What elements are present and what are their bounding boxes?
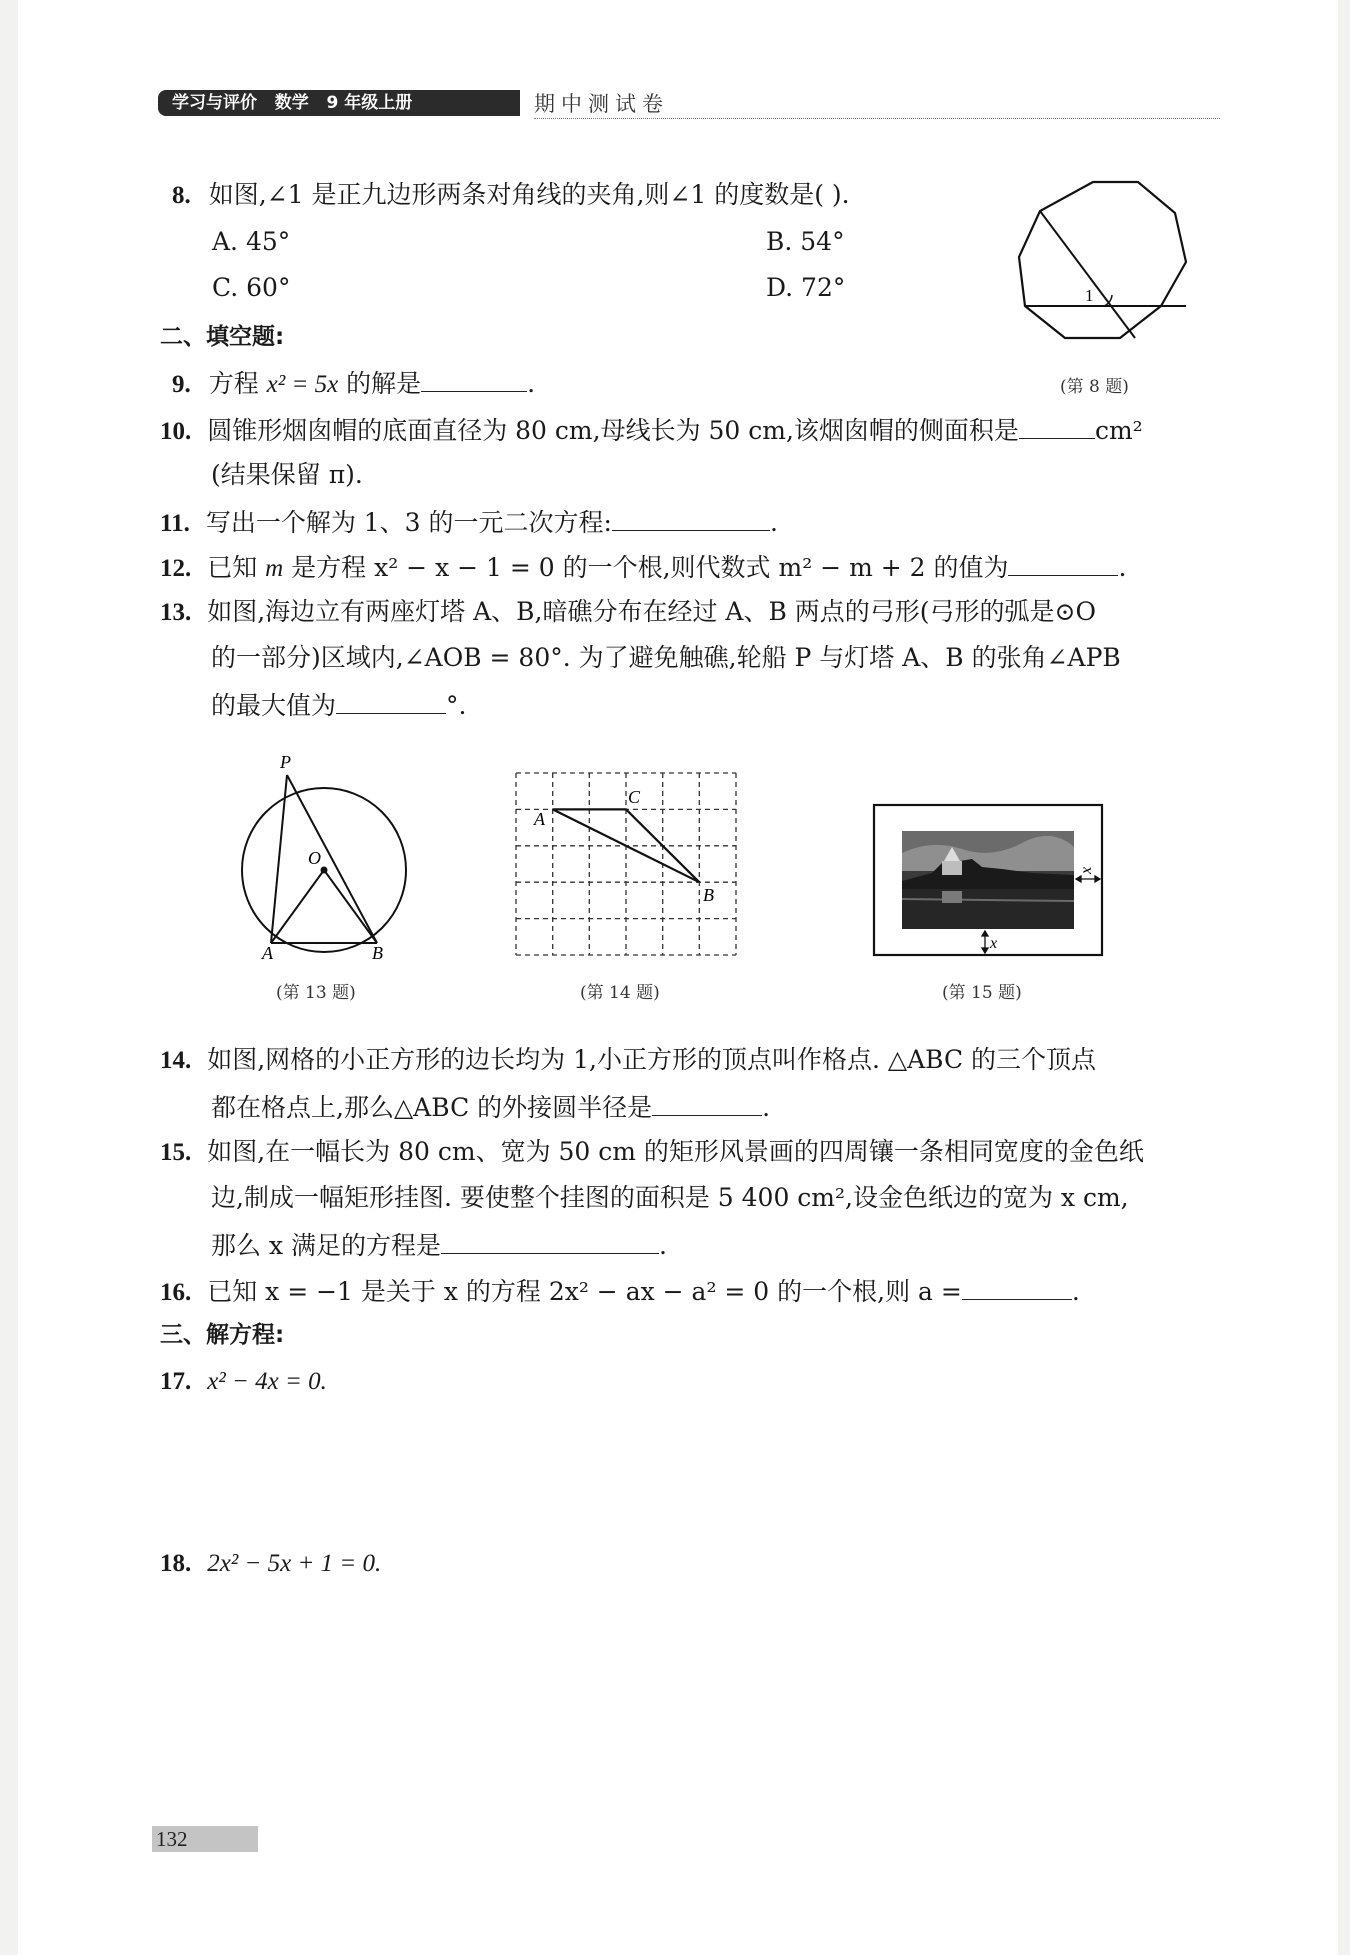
question-text: 的解是 [338, 369, 422, 398]
diagonal-1 [1040, 211, 1135, 338]
landscape-photo [902, 831, 1074, 929]
angle-label: 1 [1085, 286, 1094, 305]
question-text: 如图,在一幅长为 80 cm、宽为 50 cm 的矩形风景画的四周镶一条相同宽度的金色纸 [207, 1137, 1144, 1166]
question-11 [160, 506, 778, 539]
question-text: 方程 [208, 369, 267, 398]
question-10 [160, 414, 1143, 447]
equation: 2x² − 5x + 1 = 0. [207, 1550, 382, 1577]
question-13-line2: 的一部分)区域内,∠AOB = 80°. 为了避免触礁,轮船 P 与灯塔 A、B 的张角∠APB [211, 643, 1121, 672]
question-number: 13. [160, 599, 192, 626]
period: . [527, 369, 536, 398]
question-text: 如图,海边立有两座灯塔 A、B,暗礁分布在经过 A、B 两点的弓形(弓形的弧是⊙O [207, 597, 1096, 626]
center-dot [321, 867, 328, 874]
header-rule [534, 118, 1220, 119]
label-x-right: x [1078, 866, 1095, 874]
question-number: 14. [160, 1047, 192, 1074]
figure-nonagon [1010, 175, 1206, 355]
question-text: 那么 x 满足的方程是 [211, 1231, 441, 1260]
label-a: A [262, 943, 273, 960]
question-number: 11. [160, 510, 190, 537]
section-heading: 三、解方程: [160, 1322, 285, 1348]
question-number: 10. [160, 418, 192, 445]
label-c: C [628, 787, 641, 807]
segment-pa [271, 775, 287, 943]
figure-caption: (第 13 题) [276, 983, 356, 1003]
figure-15 [872, 803, 1108, 959]
unit: cm² [1094, 416, 1143, 445]
question-15-line2: 边,制成一幅矩形挂图. 要使整个挂图的面积是 5 400 cm²,设金色纸边的宽为 x cm, [211, 1183, 1129, 1212]
period: . [762, 1093, 771, 1122]
question-9 [172, 367, 535, 400]
segment-pb [287, 775, 377, 943]
question-15 [160, 1137, 1144, 1168]
equation: x² = 5x [266, 371, 339, 398]
segment-oa [271, 870, 324, 943]
answer-area-18[interactable] [211, 1590, 1211, 1810]
answer-area-17[interactable] [211, 1405, 1211, 1545]
question-8 [172, 180, 850, 211]
question-text: 如图,网格的小正方形的边长均为 1,小正方形的顶点叫作格点. △ABC 的三个顶点 [207, 1045, 1097, 1074]
option-a[interactable]: A. 45° [212, 227, 291, 256]
question-10-line2: (结果保留 π). [211, 460, 363, 489]
page-number-tab [152, 1826, 258, 1852]
answer-blank[interactable] [421, 367, 527, 392]
answer-blank[interactable] [612, 506, 770, 531]
question-14 [160, 1045, 1096, 1076]
question-text: 是方程 x² − x − 1 = 0 的一个根,则代数式 m² − m + 2 的值为 [283, 553, 1009, 582]
question-text: 写出一个解为 1、3 的一元二次方程: [205, 508, 612, 537]
degree-end: °. [446, 691, 467, 720]
grid-lines [516, 773, 736, 955]
figure-caption: (第 14 题) [580, 983, 660, 1003]
paper-title: 期中测试卷 [534, 92, 669, 116]
question-17 [160, 1366, 327, 1397]
period: . [659, 1231, 667, 1260]
period: . [1118, 553, 1127, 582]
answer-blank[interactable] [962, 1275, 1072, 1300]
period: . [769, 508, 778, 537]
segment-ob [324, 870, 377, 943]
equation: x² − 4x = 0. [207, 1368, 327, 1395]
label-a: A [534, 809, 545, 829]
question-number: 17. [160, 1368, 192, 1395]
question-text: 如图,∠1 是正九边形两条对角线的夹角,则∠1 的度数是( ). [208, 180, 850, 209]
label-b: B [372, 943, 383, 960]
label-p: P [280, 752, 291, 772]
answer-blank[interactable] [336, 689, 446, 714]
figure-13 [230, 750, 420, 960]
label-x-bottom: x [990, 935, 998, 952]
option-c[interactable]: C. 60° [212, 273, 291, 302]
option-d[interactable]: D. 72° [766, 273, 846, 302]
variable: m [265, 555, 284, 582]
question-number: 8. [172, 182, 191, 209]
section-heading: 二、填空题: [160, 324, 285, 350]
figure-caption: (第 15 题) [942, 983, 1022, 1003]
question-18 [160, 1548, 381, 1579]
question-text: 都在格点上,那么△ABC 的外接圆半径是 [211, 1093, 653, 1122]
label-b: B [703, 885, 714, 905]
figure-caption: (第 8 题) [1060, 377, 1129, 397]
figure-14 [506, 765, 746, 965]
question-12 [160, 551, 1126, 584]
answer-blank[interactable] [652, 1091, 762, 1116]
question-number: 18. [160, 1550, 192, 1577]
question-text: 的最大值为 [211, 691, 337, 720]
nonagon-outline [1019, 182, 1186, 338]
question-16 [160, 1275, 1080, 1308]
question-text: 已知 [207, 553, 266, 582]
answer-blank[interactable] [1019, 414, 1095, 439]
page-number: 132 [156, 1827, 188, 1851]
series-label: 学习与评价 数学 9 年级上册 [158, 90, 520, 116]
answer-blank[interactable] [1008, 551, 1118, 576]
question-15-line3 [211, 1229, 667, 1261]
label-o: O [308, 848, 321, 868]
period: . [1071, 1277, 1080, 1306]
answer-blank[interactable] [441, 1229, 659, 1254]
question-13 [160, 597, 1096, 628]
question-number: 16. [160, 1279, 192, 1306]
question-text: 已知 x = −1 是关于 x 的方程 2x² − ax − a² = 0 的一个根,则 a = [207, 1277, 962, 1306]
question-13-line3 [211, 689, 466, 721]
page-header [158, 88, 1220, 122]
question-number: 12. [160, 555, 192, 582]
option-b[interactable]: B. 54° [766, 227, 845, 256]
question-text: 圆锥形烟囱帽的底面直径为 80 cm,母线长为 50 cm,该烟囱帽的侧面积是 [207, 416, 1019, 445]
question-number: 15. [160, 1139, 192, 1166]
question-14-line2 [211, 1091, 770, 1123]
question-number: 9. [172, 371, 191, 398]
